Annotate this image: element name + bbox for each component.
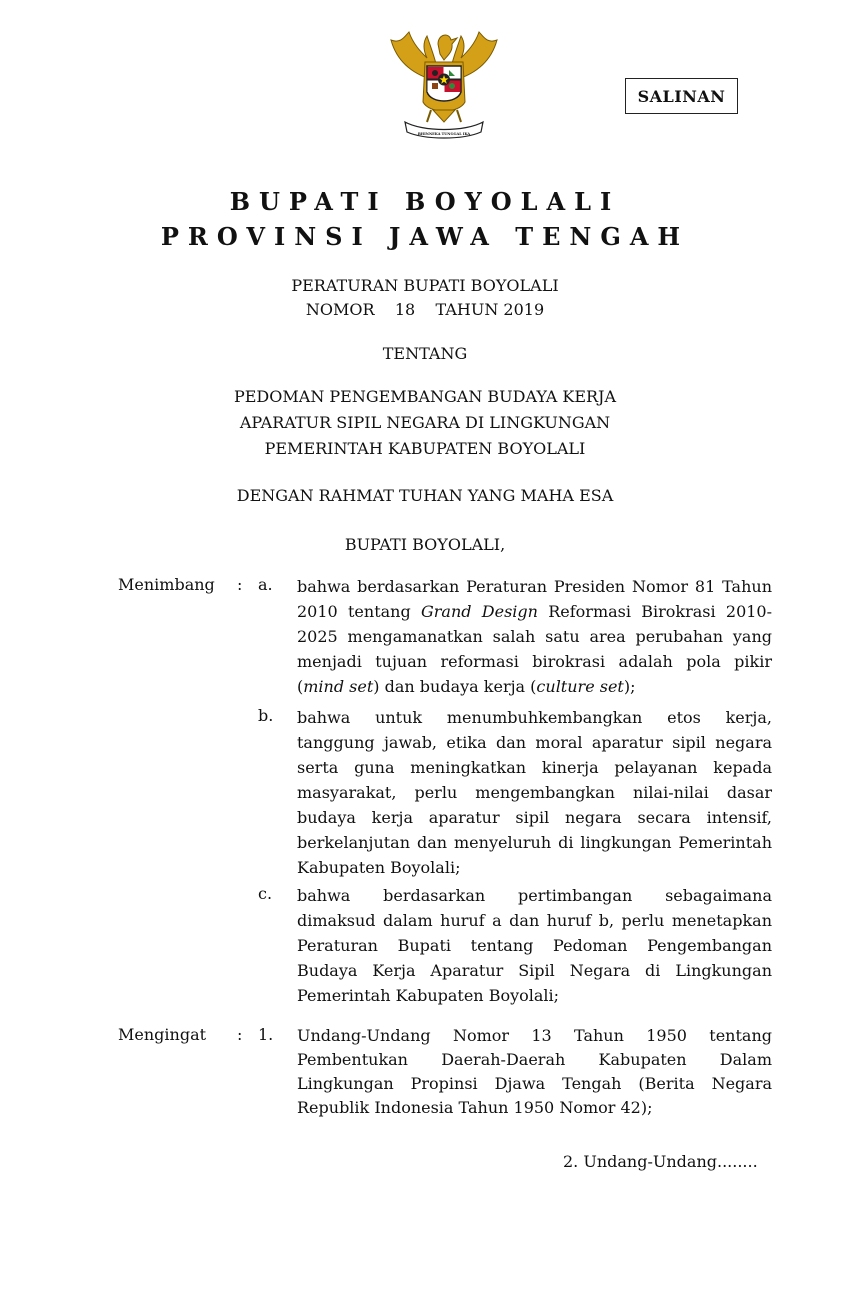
regent-heading: BUPATI BOYOLALI (229, 187, 621, 216)
considering-label: Menimbang (118, 575, 215, 594)
regulation-about: TENTANG (382, 344, 468, 363)
remembering-label: Mengingat (118, 1025, 207, 1044)
considering-colon: : (237, 575, 243, 594)
item-marker: a. (258, 575, 273, 594)
continuation-note: 2. Undang-Undang........ (563, 1152, 758, 1171)
considering-item-a: bahwa berdasarkan Peraturan Presiden Nomor 81 Tahun 2010 tentang Grand Design Reformasi Birokrasi 2010-2025 mengamanatkan salah satu area perubahan yang menjadi tujuan reformasi birokrasi adalah pola pikir (mind set) dan budaya kerja (culture set); (297, 577, 773, 696)
garuda-emblem-icon (383, 22, 505, 144)
emblem-motto: BHINNEKA TUNGGAL IKA (417, 132, 471, 136)
considering-item-b: bahwa untuk menumbuhkembangkan etos kerja, tanggung jawab, etika dan moral aparatur sipil negara serta guna meningkatkan kinerja pelayanan kepada masyarakat, perlu mengembangkan nilai-nilai dasar budaya kerja aparatur sipil negara secara intensif, berkelanjutan dan menyeluruh di lingkungan Pemerintah Kabupaten Boyolali; (297, 708, 772, 877)
invocation: DENGAN RAHMAT TUHAN YANG MAHA ESA (236, 486, 614, 505)
considering-item-c: bahwa berdasarkan pertimbangan sebagaimana dimaksud dalam huruf a dan huruf b, perlu menetapkan Peraturan Bupati tentang Pedoman Pengembangan Budaya Kerja Aparatur Sipil Negara di Lingkungan Pemerintah Kabupaten Boyolali; (297, 886, 772, 1005)
title-line: APARATUR SIPIL NEGARA DI LINGKUNGAN (239, 413, 611, 432)
salinan-stamp: SALINAN (625, 78, 738, 114)
regulation-number: NOMOR 18 TAHUN 2019 (305, 300, 545, 319)
item-marker: 1. (258, 1025, 274, 1044)
remembering-item-1: Undang-Undang Nomor 13 Tahun 1950 tentang Pembentukan Daerah-Daerah Kabupaten Dalam Lingkungan Propinsi Djawa Tengah (Berita Negara Republik Indonesia Tahun 1950 Nomor 42); (297, 1026, 772, 1117)
regulation-type: PERATURAN BUPATI BOYOLALI (291, 276, 559, 295)
remembering-colon: : (237, 1025, 243, 1044)
regulation-title (0, 384, 850, 462)
item-marker: b. (258, 706, 274, 725)
title-line: PEMERINTAH KABUPATEN BOYOLALI (264, 439, 586, 458)
item-marker: c. (258, 884, 273, 903)
title-line: PEDOMAN PENGEMBANGAN BUDAYA KERJA (233, 387, 617, 406)
issuer: BUPATI BOYOLALI, (344, 535, 506, 554)
province-heading: PROVINSI JAWA TENGAH (160, 222, 690, 251)
